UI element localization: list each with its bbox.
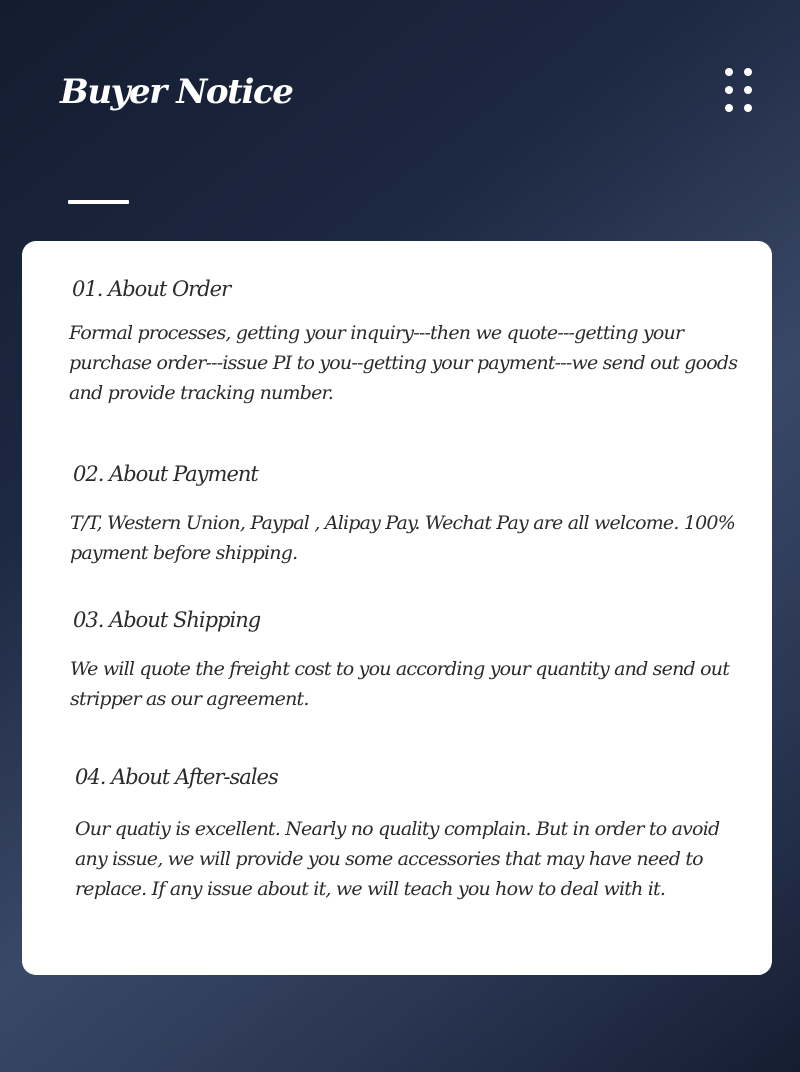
- section-body-order: Formal processes, getting your inquiry---then we quote---getting your purchase order---issue PI to you--getting your payment---we send out goods and provide tracking number.: [69, 322, 738, 404]
- section-body-shipping: We will quote the freight cost to you according your quantity and send out stripper as our agreement.: [70, 658, 730, 710]
- notice-card: [22, 241, 772, 975]
- page-title: Buyer Notice: [60, 72, 293, 112]
- section-heading-order: 01. About Order: [72, 277, 231, 301]
- section-body-payment: T/T, Western Union, Paypal , Alipay Pay. Wechat Pay are all welcome. 100% payment before shipping.: [70, 512, 735, 564]
- section-heading-after-sales: 04. About After-sales: [75, 765, 278, 789]
- section-heading-payment: 02. About Payment: [73, 462, 258, 486]
- section-heading-shipping: 03. About Shipping: [73, 608, 261, 632]
- grid-dots-icon[interactable]: [722, 64, 762, 116]
- title-underline-divider: [68, 200, 129, 204]
- section-body-after-sales: Our quatiy is excellent. Nearly no quality complain. But in order to avoid any issue, we will provide you some accessories that may have need to replace. If any issue about it, we will teach you how to deal with it.: [75, 818, 720, 900]
